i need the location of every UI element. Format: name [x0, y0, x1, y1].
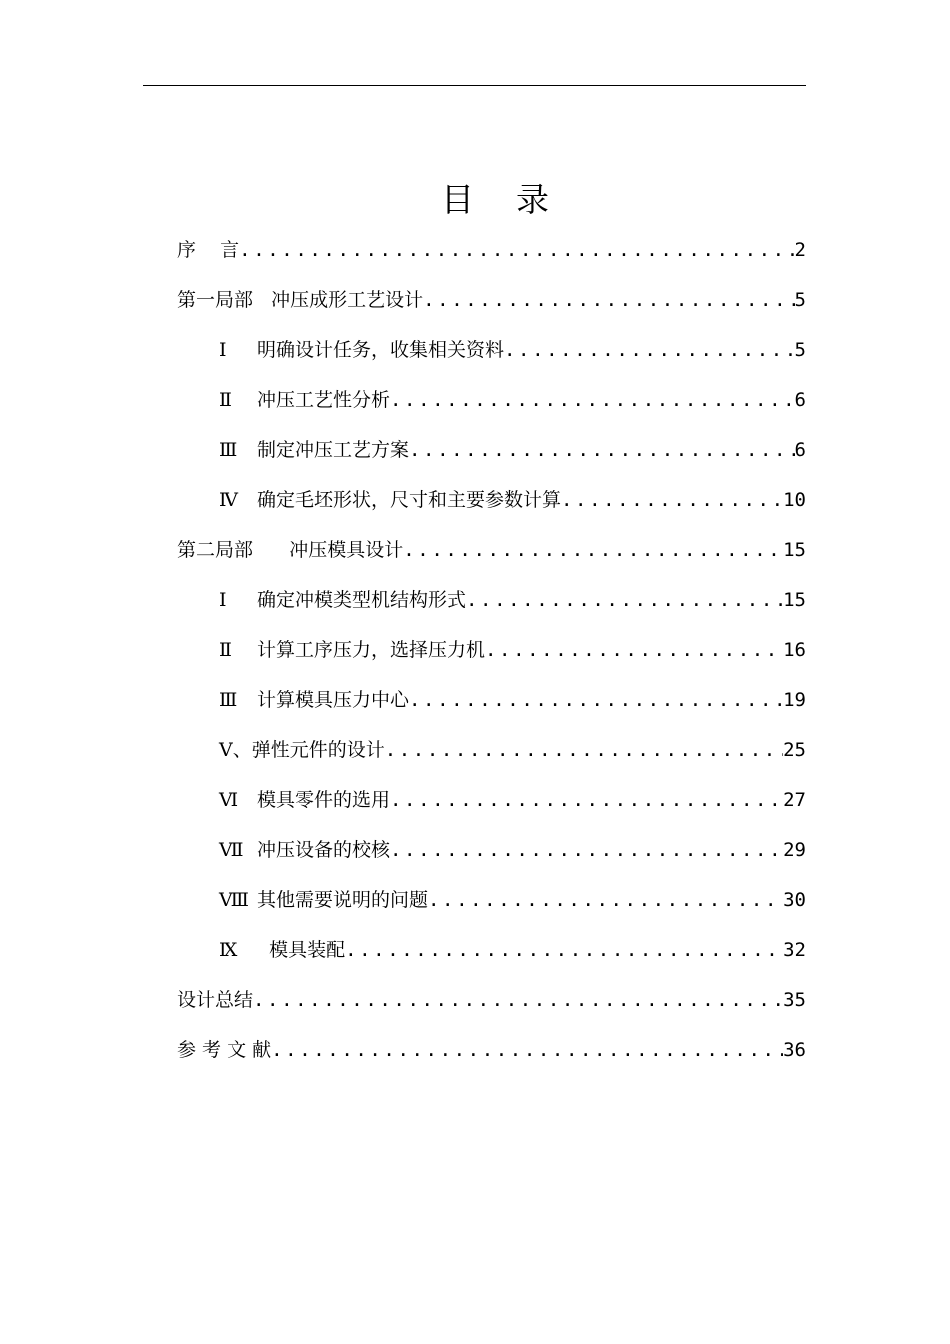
toc-label: 确定毛坯形状，尺寸和主要参数计算: [257, 489, 562, 511]
dot-leader: [485, 630, 783, 670]
toc-page-number: 32: [783, 939, 806, 961]
toc-entry[interactable]: [177, 630, 806, 680]
toc-page-number: 6: [794, 389, 806, 411]
toc-numeral: Ⅷ: [219, 889, 249, 911]
toc-label: 冲压设备的校核: [257, 839, 391, 861]
toc-entry[interactable]: [177, 830, 806, 880]
toc-entry[interactable]: [177, 730, 806, 780]
toc-page-number: 15: [783, 539, 806, 561]
dot-leader: [466, 580, 783, 620]
toc-label: 第二局部 冲压模具设计: [177, 539, 404, 561]
toc-entry[interactable]: [177, 480, 806, 530]
dot-leader: [403, 530, 783, 570]
toc-page-number: 35: [783, 989, 806, 1011]
dot-leader: [504, 330, 795, 370]
toc-numeral: Ⅲ: [219, 689, 238, 711]
toc-entry[interactable]: [177, 380, 806, 430]
toc-page-number: 27: [783, 789, 806, 811]
dot-leader: [239, 230, 794, 270]
toc-entry[interactable]: [177, 880, 806, 930]
toc-entry[interactable]: [177, 580, 806, 630]
toc-entry[interactable]: [177, 980, 806, 1030]
dot-leader: [390, 780, 783, 820]
toc-page-number: 19: [783, 689, 806, 711]
toc-entry[interactable]: [177, 230, 806, 280]
toc-label: 模具零件的选用: [257, 789, 391, 811]
toc-entry[interactable]: [177, 330, 806, 380]
toc-page-number: 29: [783, 839, 806, 861]
toc-list: [177, 230, 806, 1080]
dot-leader: [409, 430, 795, 470]
dot-leader: [423, 280, 794, 320]
toc-page-number: 5: [794, 339, 806, 361]
toc-numeral: Ⅳ: [219, 489, 238, 511]
toc-label: 参 考 文 献: [177, 1039, 272, 1061]
toc-label: 确定冲模类型机结构形式: [257, 589, 467, 611]
toc-entry[interactable]: [177, 930, 806, 980]
dot-leader: [345, 930, 783, 970]
toc-label: 制定冲压工艺方案: [257, 439, 410, 461]
toc-label: 冲压工艺性分析: [257, 389, 391, 411]
dot-leader: [390, 380, 795, 420]
toc-numeral: Ⅱ: [219, 389, 232, 411]
dot-leader: [390, 830, 783, 870]
dot-leader: [385, 730, 783, 770]
toc-label: 设计总结: [177, 989, 254, 1011]
toc-numeral: Ⅰ: [219, 339, 227, 361]
toc-page-number: 25: [783, 739, 806, 761]
toc-entry[interactable]: [177, 280, 806, 330]
toc-page-number: 6: [794, 439, 806, 461]
toc-entry[interactable]: [177, 780, 806, 830]
toc-entry[interactable]: [177, 430, 806, 480]
toc-entry[interactable]: [177, 680, 806, 730]
toc-numeral: Ⅸ: [219, 939, 238, 961]
toc-label: 第一局部 冲压成形工艺设计: [177, 289, 424, 311]
toc-entry[interactable]: [177, 530, 806, 580]
toc-numeral: Ⅰ: [219, 589, 227, 611]
dot-leader: [561, 480, 783, 520]
toc-page-number: 15: [783, 589, 806, 611]
toc-label: 序 言: [177, 239, 240, 261]
toc-label: Ⅴ、弹性元件的设计: [219, 739, 385, 761]
dot-leader: [253, 980, 783, 1020]
toc-label: 计算模具压力中心: [257, 689, 410, 711]
toc-numeral: Ⅲ: [219, 439, 238, 461]
toc-page-number: 30: [783, 889, 806, 911]
toc-title: 目 录: [441, 180, 549, 219]
toc-page-number: 10: [783, 489, 806, 511]
toc-page-number: 5: [794, 289, 806, 311]
toc-numeral: Ⅵ: [219, 789, 239, 811]
toc-label: 模具装配: [257, 939, 346, 961]
toc-page-number: 2: [794, 239, 806, 261]
dot-leader: [271, 1030, 783, 1070]
toc-label: 其他需要说明的问题: [257, 889, 429, 911]
toc-page-number: 16: [783, 639, 806, 661]
toc-entry[interactable]: [177, 1030, 806, 1080]
toc-label: 明确设计任务，收集相关资料: [257, 339, 505, 361]
header-rule: [143, 85, 806, 86]
toc-numeral: Ⅶ: [219, 839, 244, 861]
dot-leader: [409, 680, 783, 720]
toc-label: 计算工序压力，选择压力机: [257, 639, 486, 661]
toc-page-number: 36: [783, 1039, 806, 1061]
toc-numeral: Ⅱ: [219, 639, 232, 661]
dot-leader: [428, 880, 783, 920]
